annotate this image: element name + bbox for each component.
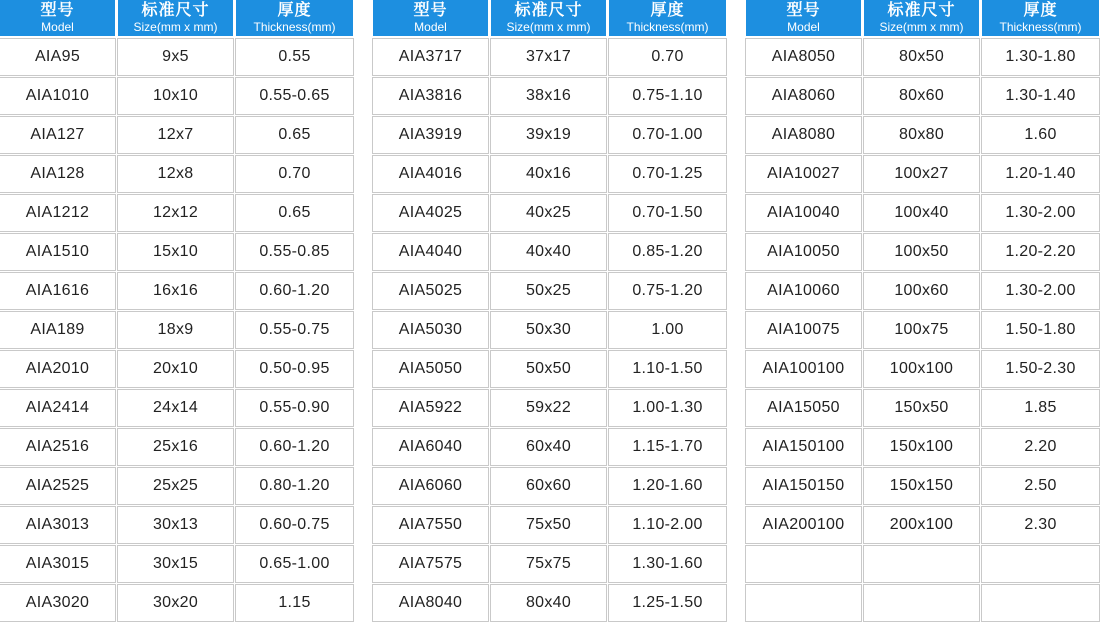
model-cell: AIA2414	[0, 390, 115, 426]
spec-table	[743, 0, 1100, 624]
size-cell: 30x15	[118, 546, 233, 582]
model-cell: AIA5025	[373, 273, 488, 309]
thickness-cell: 1.00	[609, 312, 726, 348]
header-row	[373, 0, 726, 36]
size-cell: 100x60	[864, 273, 979, 309]
thickness-cell: 1.25-1.50	[609, 585, 726, 621]
size-cell: 15x10	[118, 234, 233, 270]
model-cell: AIA2516	[0, 429, 115, 465]
thickness-cell: 0.55-0.75	[236, 312, 353, 348]
model-header	[746, 0, 861, 36]
model-header-zh: 型号	[413, 2, 448, 19]
model-cell: AIA189	[0, 312, 115, 348]
thickness-cell: 0.80-1.20	[236, 468, 353, 504]
model-cell: AIA150100	[746, 429, 861, 465]
thickness-cell: 0.55-0.85	[236, 234, 353, 270]
model-header-en: Model	[41, 20, 74, 34]
table-row	[373, 468, 726, 504]
size-cell: 40x25	[491, 195, 606, 231]
thickness-cell: 1.50-1.80	[982, 312, 1099, 348]
thickness-cell: 1.30-2.00	[982, 195, 1099, 231]
model-cell: AIA3919	[373, 117, 488, 153]
thickness-cell: 1.30-2.00	[982, 273, 1099, 309]
model-cell: AIA15050	[746, 390, 861, 426]
thickness-header-en: Thickness(mm)	[626, 20, 709, 34]
thickness-cell: 1.85	[982, 390, 1099, 426]
size-header-zh: 标准尺寸	[887, 2, 956, 19]
thickness-cell: 1.20-1.60	[609, 468, 726, 504]
table-row	[0, 546, 353, 582]
model-cell: AIA6060	[373, 468, 488, 504]
thickness-cell: 1.30-1.80	[982, 39, 1099, 75]
spec-table-panel-2	[373, 0, 726, 621]
model-cell: AIA1510	[0, 234, 115, 270]
model-header	[0, 0, 115, 36]
size-cell: 25x25	[118, 468, 233, 504]
thickness-cell: 0.70-1.50	[609, 195, 726, 231]
model-header-zh: 型号	[786, 2, 821, 19]
thickness-cell: 1.20-1.40	[982, 156, 1099, 192]
size-cell: 24x14	[118, 390, 233, 426]
model-cell: AIA7575	[373, 546, 488, 582]
spec-table-panel-3	[746, 0, 1099, 621]
thickness-cell: 0.55	[236, 39, 353, 75]
size-cell: 50x50	[491, 351, 606, 387]
model-cell: AIA100100	[746, 351, 861, 387]
table-row	[373, 429, 726, 465]
table-row	[746, 117, 1099, 153]
model-cell: AIA5030	[373, 312, 488, 348]
thickness-header-zh: 厚度	[1023, 2, 1058, 19]
size-cell: 75x50	[491, 507, 606, 543]
size-header-zh: 标准尺寸	[141, 2, 210, 19]
size-cell: 200x100	[864, 507, 979, 543]
size-cell: 100x27	[864, 156, 979, 192]
size-cell: 60x60	[491, 468, 606, 504]
size-cell: 80x40	[491, 585, 606, 621]
thickness-cell: 2.30	[982, 507, 1099, 543]
table-row	[0, 429, 353, 465]
table-row	[746, 195, 1099, 231]
table-row	[0, 117, 353, 153]
model-cell: AIA3015	[0, 546, 115, 582]
model-header-en: Model	[787, 20, 820, 34]
thickness-cell: 1.60	[982, 117, 1099, 153]
thickness-cell: 0.65	[236, 117, 353, 153]
size-cell	[864, 546, 979, 582]
spec-table-panel-1	[0, 0, 353, 621]
thickness-cell: 0.70	[609, 39, 726, 75]
table-row	[0, 468, 353, 504]
table-row	[746, 78, 1099, 114]
table-row	[373, 273, 726, 309]
size-cell: 30x20	[118, 585, 233, 621]
thickness-cell: 0.50-0.95	[236, 351, 353, 387]
model-cell: AIA2525	[0, 468, 115, 504]
spec-table	[0, 0, 356, 624]
size-cell: 25x16	[118, 429, 233, 465]
table-row	[373, 39, 726, 75]
model-cell: AIA8080	[746, 117, 861, 153]
size-cell: 150x100	[864, 429, 979, 465]
thickness-cell: 0.65-1.00	[236, 546, 353, 582]
table-row	[0, 234, 353, 270]
size-cell: 16x16	[118, 273, 233, 309]
thickness-cell: 0.65	[236, 195, 353, 231]
size-cell: 30x13	[118, 507, 233, 543]
size-cell: 10x10	[118, 78, 233, 114]
thickness-header-en: Thickness(mm)	[999, 20, 1082, 34]
size-cell: 37x17	[491, 39, 606, 75]
size-cell: 39x19	[491, 117, 606, 153]
table-row	[0, 39, 353, 75]
model-cell: AIA10040	[746, 195, 861, 231]
model-cell	[746, 546, 861, 582]
model-header-en: Model	[414, 20, 447, 34]
table-row	[746, 39, 1099, 75]
size-header-zh: 标准尺寸	[514, 2, 583, 19]
model-cell: AIA2010	[0, 351, 115, 387]
table-row	[373, 195, 726, 231]
size-cell: 20x10	[118, 351, 233, 387]
size-header	[118, 0, 233, 36]
thickness-cell: 0.75-1.10	[609, 78, 726, 114]
thickness-cell	[982, 546, 1099, 582]
table-row	[0, 156, 353, 192]
table-row	[746, 429, 1099, 465]
table-row	[373, 390, 726, 426]
size-cell: 50x30	[491, 312, 606, 348]
table-row	[746, 312, 1099, 348]
model-cell: AIA200100	[746, 507, 861, 543]
table-row	[746, 390, 1099, 426]
table-row	[746, 468, 1099, 504]
table-row	[0, 585, 353, 621]
thickness-header	[609, 0, 726, 36]
thickness-header-zh: 厚度	[277, 2, 312, 19]
model-cell: AIA10050	[746, 234, 861, 270]
model-cell: AIA128	[0, 156, 115, 192]
header-row	[0, 0, 353, 36]
model-cell: AIA10075	[746, 312, 861, 348]
spec-table	[370, 0, 729, 624]
size-cell: 100x50	[864, 234, 979, 270]
table-row	[746, 351, 1099, 387]
table-row	[0, 390, 353, 426]
size-header-en: Size(mm x mm)	[879, 20, 964, 34]
table-row	[746, 273, 1099, 309]
model-cell: AIA1212	[0, 195, 115, 231]
size-cell: 100x100	[864, 351, 979, 387]
thickness-cell: 1.15-1.70	[609, 429, 726, 465]
table-row	[746, 507, 1099, 543]
thickness-cell: 1.10-1.50	[609, 351, 726, 387]
thickness-cell: 0.70-1.00	[609, 117, 726, 153]
table-row	[0, 351, 353, 387]
model-cell: AIA7550	[373, 507, 488, 543]
thickness-cell: 1.20-2.20	[982, 234, 1099, 270]
size-cell: 80x50	[864, 39, 979, 75]
thickness-cell	[982, 585, 1099, 621]
table-row	[746, 546, 1099, 582]
model-cell: AIA5050	[373, 351, 488, 387]
model-cell: AIA4016	[373, 156, 488, 192]
table-row	[373, 156, 726, 192]
model-cell: AIA8050	[746, 39, 861, 75]
model-cell: AIA3013	[0, 507, 115, 543]
thickness-cell: 1.15	[236, 585, 353, 621]
size-header	[491, 0, 606, 36]
thickness-cell: 0.70-1.25	[609, 156, 726, 192]
table-row	[373, 351, 726, 387]
model-header-zh: 型号	[40, 2, 75, 19]
size-cell	[864, 585, 979, 621]
size-cell: 50x25	[491, 273, 606, 309]
thickness-cell: 1.30-1.60	[609, 546, 726, 582]
size-cell: 12x12	[118, 195, 233, 231]
thickness-cell: 1.30-1.40	[982, 78, 1099, 114]
thickness-cell: 2.50	[982, 468, 1099, 504]
table-row	[373, 546, 726, 582]
size-cell: 75x75	[491, 546, 606, 582]
thickness-cell: 1.10-2.00	[609, 507, 726, 543]
model-cell: AIA95	[0, 39, 115, 75]
thickness-cell: 0.60-1.20	[236, 429, 353, 465]
table-row	[373, 117, 726, 153]
size-cell: 9x5	[118, 39, 233, 75]
thickness-header-en: Thickness(mm)	[253, 20, 336, 34]
size-cell: 80x80	[864, 117, 979, 153]
size-header-en: Size(mm x mm)	[506, 20, 591, 34]
thickness-cell: 0.85-1.20	[609, 234, 726, 270]
table-row	[0, 312, 353, 348]
table-row	[0, 195, 353, 231]
model-cell	[746, 585, 861, 621]
thickness-header-zh: 厚度	[650, 2, 685, 19]
table-row	[373, 585, 726, 621]
model-cell: AIA6040	[373, 429, 488, 465]
model-cell: AIA10027	[746, 156, 861, 192]
size-header	[864, 0, 979, 36]
size-cell: 150x150	[864, 468, 979, 504]
thickness-cell: 1.50-2.30	[982, 351, 1099, 387]
model-cell: AIA10060	[746, 273, 861, 309]
size-cell: 80x60	[864, 78, 979, 114]
thickness-cell: 0.60-0.75	[236, 507, 353, 543]
size-cell: 59x22	[491, 390, 606, 426]
thickness-cell: 1.00-1.30	[609, 390, 726, 426]
model-cell: AIA5922	[373, 390, 488, 426]
table-row	[373, 78, 726, 114]
size-cell: 18x9	[118, 312, 233, 348]
thickness-cell: 0.55-0.65	[236, 78, 353, 114]
model-cell: AIA150150	[746, 468, 861, 504]
size-cell: 12x8	[118, 156, 233, 192]
size-cell: 40x16	[491, 156, 606, 192]
header-row	[746, 0, 1099, 36]
model-cell: AIA4040	[373, 234, 488, 270]
table-row	[746, 585, 1099, 621]
size-cell: 40x40	[491, 234, 606, 270]
thickness-cell: 0.70	[236, 156, 353, 192]
table-row	[373, 312, 726, 348]
size-cell: 100x40	[864, 195, 979, 231]
thickness-header	[982, 0, 1099, 36]
model-cell: AIA4025	[373, 195, 488, 231]
table-row	[0, 507, 353, 543]
model-cell: AIA8060	[746, 78, 861, 114]
model-cell: AIA3816	[373, 78, 488, 114]
size-cell: 100x75	[864, 312, 979, 348]
model-cell: AIA3020	[0, 585, 115, 621]
table-row	[746, 234, 1099, 270]
table-row	[373, 234, 726, 270]
model-cell: AIA127	[0, 117, 115, 153]
table-row	[0, 273, 353, 309]
table-row	[373, 507, 726, 543]
size-cell: 38x16	[491, 78, 606, 114]
model-cell: AIA1616	[0, 273, 115, 309]
thickness-cell: 0.55-0.90	[236, 390, 353, 426]
table-row	[0, 78, 353, 114]
thickness-cell: 0.60-1.20	[236, 273, 353, 309]
thickness-cell: 0.75-1.20	[609, 273, 726, 309]
model-cell: AIA1010	[0, 78, 115, 114]
size-cell: 150x50	[864, 390, 979, 426]
model-header	[373, 0, 488, 36]
thickness-header	[236, 0, 353, 36]
size-cell: 60x40	[491, 429, 606, 465]
table-row	[746, 156, 1099, 192]
thickness-cell: 2.20	[982, 429, 1099, 465]
model-cell: AIA3717	[373, 39, 488, 75]
model-cell: AIA8040	[373, 585, 488, 621]
size-header-en: Size(mm x mm)	[133, 20, 218, 34]
size-cell: 12x7	[118, 117, 233, 153]
